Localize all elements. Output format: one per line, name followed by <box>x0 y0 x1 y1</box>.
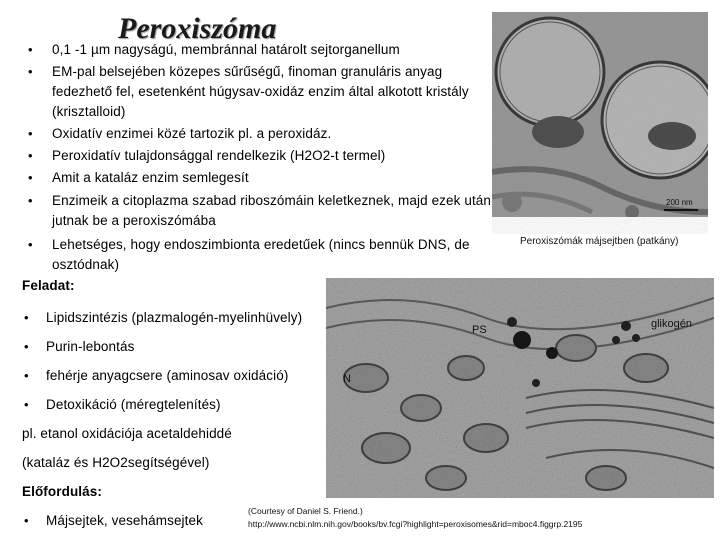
bullet: • <box>28 64 33 79</box>
bullet: • <box>24 310 29 325</box>
bullet: • <box>28 193 33 208</box>
micrograph-caption: Peroxiszómák májsejtben (patkány) <box>520 236 679 247</box>
property-6-line-2: jutnak be a peroxiszómába <box>52 213 216 228</box>
task-2: Purin-lebontás <box>46 339 135 354</box>
task-1: Lipidszintézis (plazmalogén-myelinhüvely) <box>46 310 303 325</box>
property-2-line-2: fedezhető fel, esetenként húgysav-oxidáz enzim által alkotott kristály <box>52 84 469 99</box>
property-3: Oxidatív enzimei közé tartozik pl. a peroxidáz. <box>52 126 332 141</box>
property-5: Amit a kataláz enzim semlegesít <box>52 170 249 185</box>
credit-line-1: (Courtesy of Daniel S. Friend.) <box>248 506 363 516</box>
bullet: • <box>24 397 29 412</box>
liver-cell-micrograph <box>326 278 714 498</box>
label-glikogen: glikogén <box>651 318 692 330</box>
property-7-line-1: Lehetséges, hogy endoszimbionta eredetűek (nincs bennük DNS, de <box>52 237 470 252</box>
occurrence-item: Májsejtek, vesehámsejtek <box>46 513 203 528</box>
bullet: • <box>24 513 29 528</box>
bullet: • <box>28 148 33 163</box>
task-3: fehérje anyagcsere (aminosav oxidáció) <box>46 368 289 383</box>
image-credit <box>248 505 582 531</box>
credit-line-2: http://www.ncbi.nlm.nih.gov/books/bv.fcgi?highlight=peroxisomes&rid=mboc4.figgrp.2195 <box>248 519 583 529</box>
label-ps: PS <box>472 324 487 336</box>
scale-label: 200 nm <box>666 198 693 207</box>
property-7-line-2: osztódnak) <box>52 257 120 272</box>
property-1: 0,1 -1 µm nagyságú, membránnal határolt sejtorganellum <box>52 42 400 57</box>
scale-bar <box>664 209 698 211</box>
bullet: • <box>24 368 29 383</box>
example-line-2: (kataláz és H2O2segítségével) <box>22 455 210 470</box>
property-4: Peroxidatív tulajdonsággal rendelkezik (H2O2-t termel) <box>52 148 386 163</box>
bullet: • <box>28 237 33 252</box>
task-4: Detoxikáció (méregtelenítés) <box>46 397 221 412</box>
property-2-line-3: (krisztalloid) <box>52 104 126 119</box>
page-title: Peroxiszóma <box>118 12 277 45</box>
bullet: • <box>24 339 29 354</box>
occurrence-heading: Előfordulás: <box>22 484 102 499</box>
label-n: N <box>343 373 351 385</box>
bullet: • <box>28 42 33 57</box>
bullet: • <box>28 170 33 185</box>
property-2-line-1: EM-pal belsejében közepes sűrűségű, finoman granuláris anyag <box>52 64 443 79</box>
bullet: • <box>28 126 33 141</box>
example-line-1: pl. etanol oxidációja acetaldehiddé <box>22 426 232 441</box>
task-heading: Feladat: <box>22 278 75 293</box>
property-6-line-1: Enzimeik a citoplazma szabad riboszómáin keletkeznek, majd ezek után <box>52 193 492 208</box>
